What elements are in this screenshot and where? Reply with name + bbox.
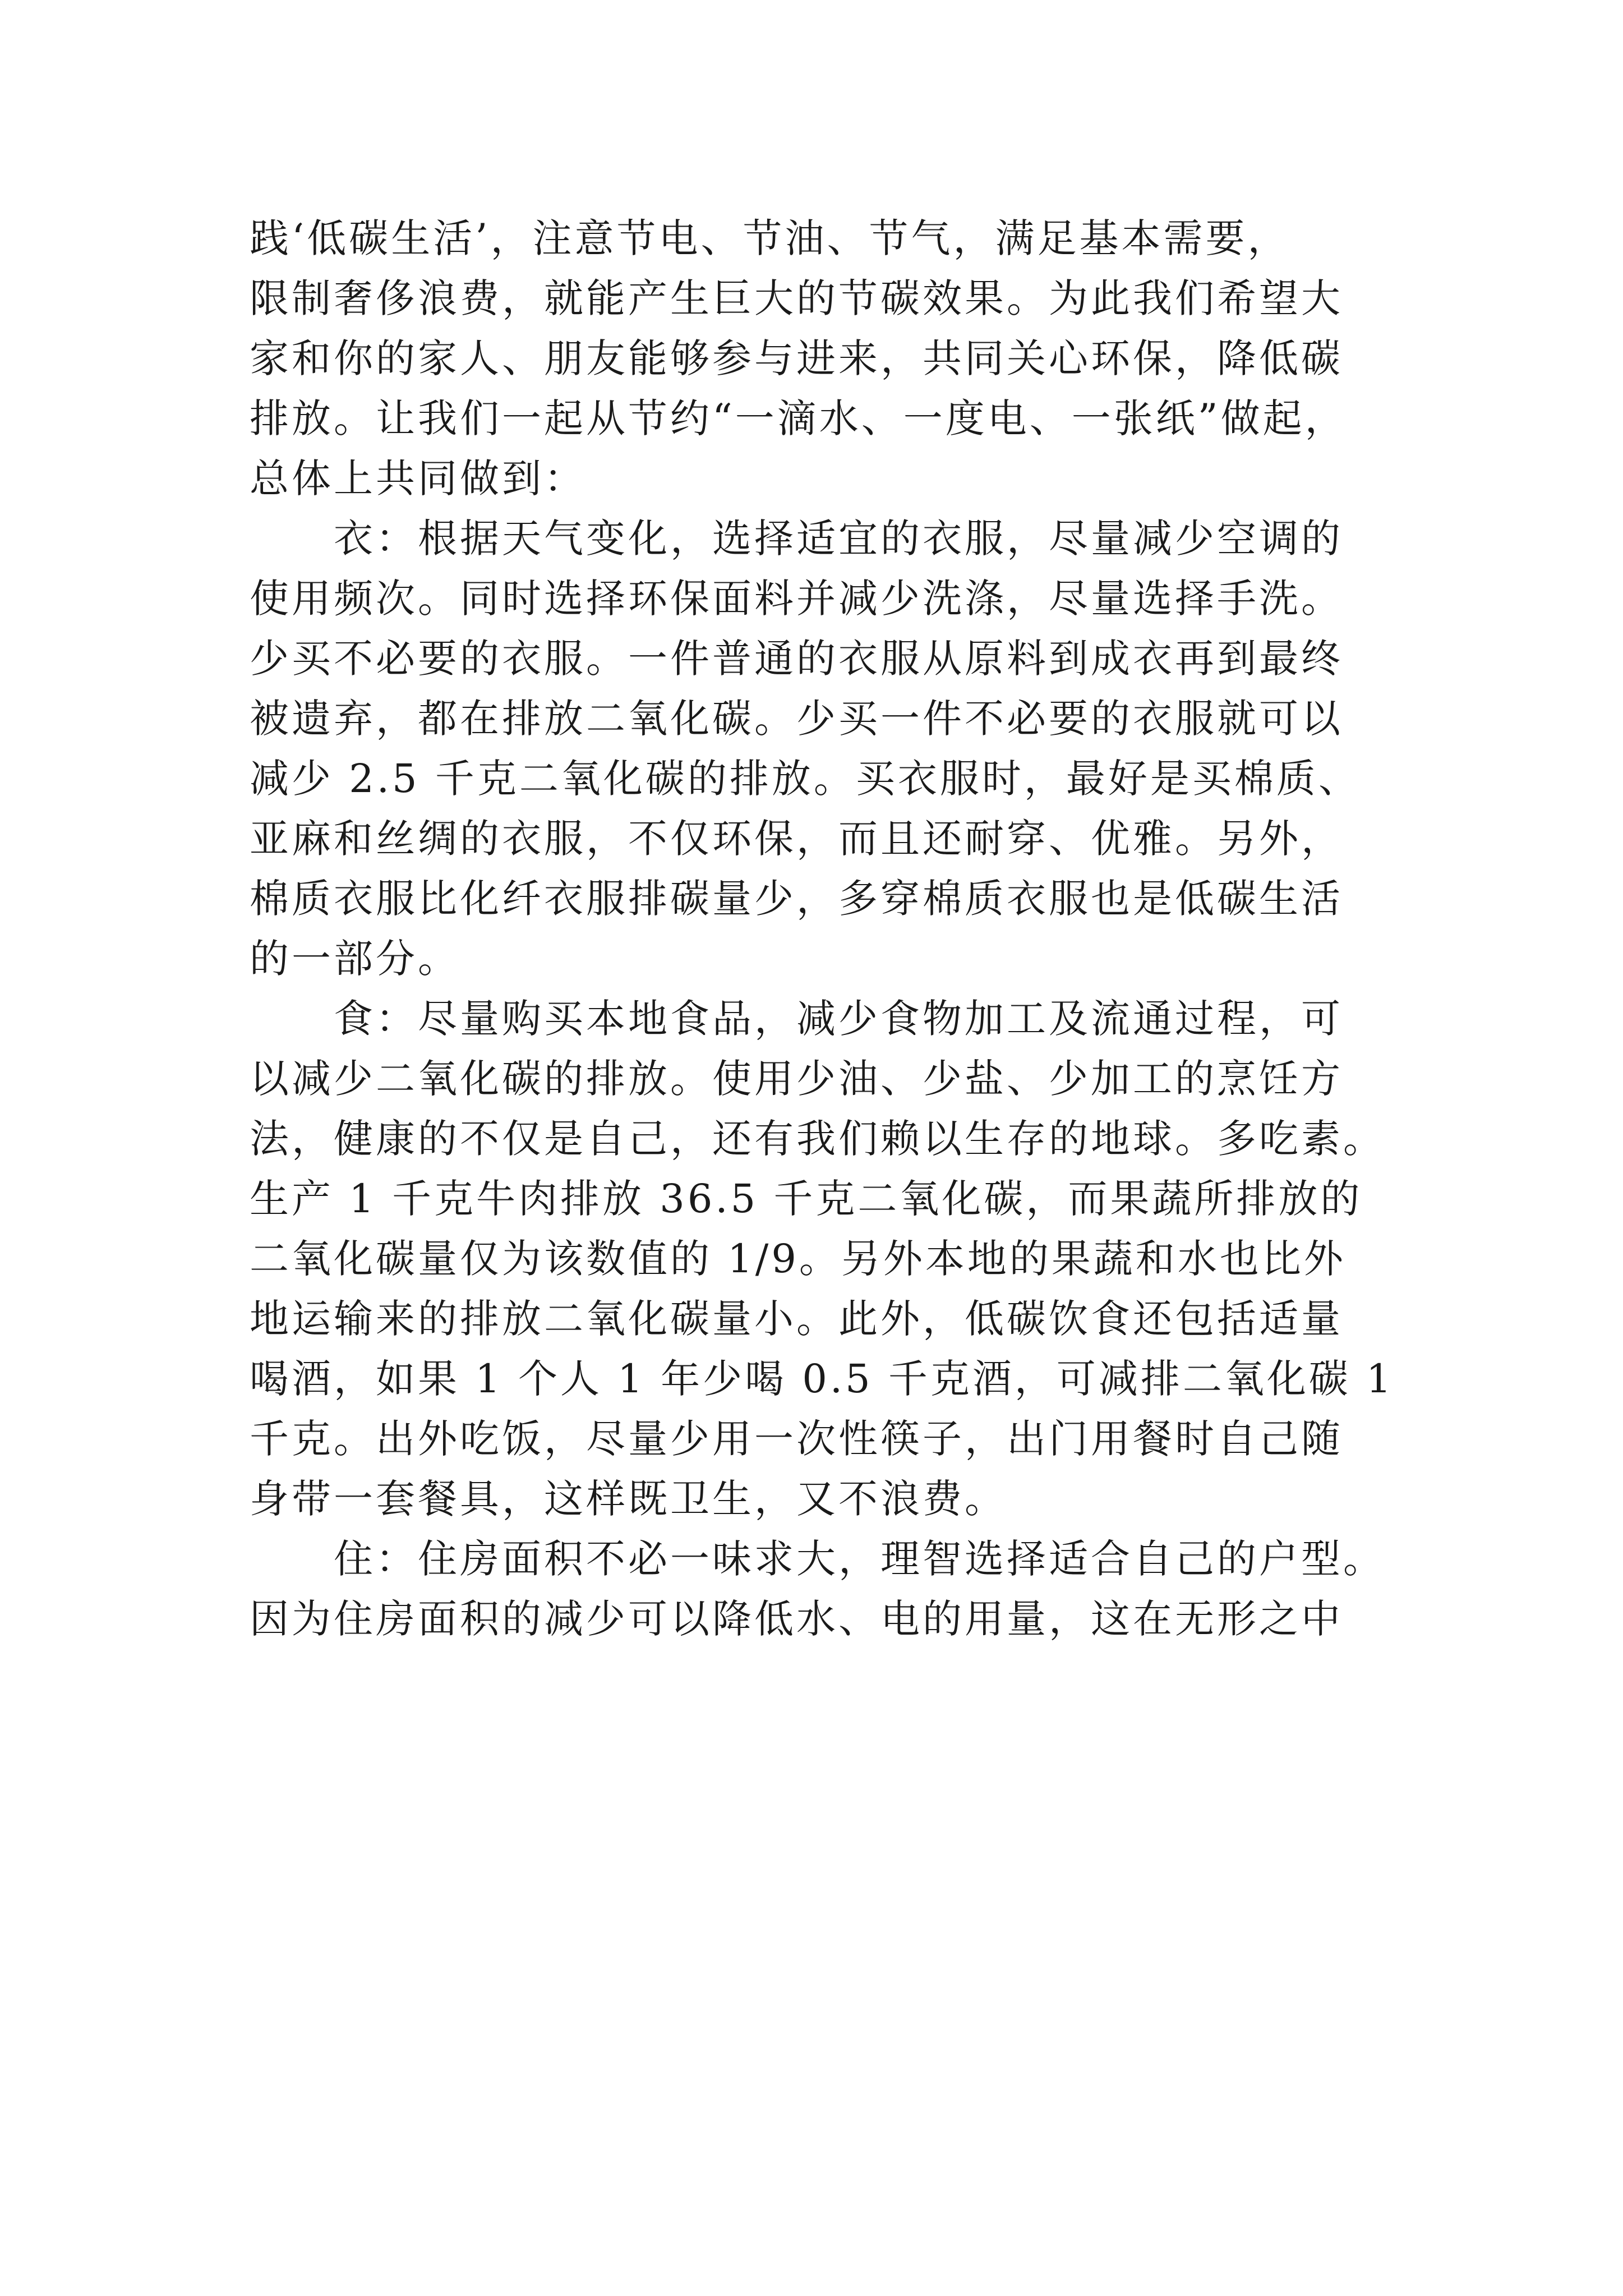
- text-line: 的一部分。: [250, 936, 460, 982]
- text-line: 身带一套餐具，这样既卫生，又不浪费。: [250, 1476, 1007, 1522]
- text-line: 二氧化碳量仅为该数值的 1/9。另外本地的果蔬和水也比外: [250, 1236, 1346, 1282]
- text-line: 总体上共同做到：: [250, 455, 586, 501]
- text-line: 被遗弃，都在排放二氧化碳。少买一件不必要的衣服就可以: [250, 696, 1343, 742]
- text-line: 少买不必要的衣服。一件普通的衣服从原料到成衣再到最终: [250, 636, 1343, 682]
- text-line: 地运输来的排放二氧化碳量小。此外，低碳饮食还包括适量: [250, 1296, 1343, 1342]
- text-line: 减少 2.5 千克二氧化碳的排放。买衣服时，最好是买棉质、: [250, 756, 1361, 802]
- text-line: 法，健康的不仅是自己，还有我们赖以生存的地球。多吃素。: [250, 1116, 1385, 1162]
- text-line: 践‘低碳生活’，注意节电、节油、节气，满足基本需要，: [250, 215, 1290, 261]
- document-body: [250, 209, 1394, 1649]
- text-line: 生产 1 千克牛肉排放 36.5 千克二氧化碳，而果蔬所排放的: [250, 1176, 1363, 1222]
- paragraph-food-first-line: 食：尽量购买本地食品，减少食物加工及流通过程，可: [250, 996, 1343, 1042]
- text-line: 亚麻和丝绸的衣服，不仅环保，而且还耐穿、优雅。另外，: [250, 816, 1343, 862]
- text-line: 喝酒，如果 1 个人 1 年少喝 0.5 千克酒，可减排二氧化碳 1: [250, 1356, 1394, 1402]
- text-line: 使用频次。同时选择环保面料并减少洗涤，尽量选择手洗。: [250, 576, 1343, 622]
- paragraph-clothing-first-line: 衣：根据天气变化，选择适宜的衣服，尽量减少空调的: [250, 516, 1343, 562]
- text-line: 棉质衣服比化纤衣服排碳量少，多穿棉质衣服也是低碳生活: [250, 876, 1343, 922]
- text-line: 千克。出外吃饭，尽量少用一次性筷子，出门用餐时自己随: [250, 1416, 1343, 1462]
- paragraph-housing-first-line: 住：住房面积不必一味求大，理智选择适合自己的户型。: [250, 1536, 1385, 1582]
- text-line: 排放。让我们一起从节约“一滴水、一度电、一张纸”做起，: [250, 395, 1347, 441]
- text-line: 因为住房面积的减少可以降低水、电的用量，这在无形之中: [250, 1596, 1343, 1642]
- text-line: 限制奢侈浪费，就能产生巨大的节碳效果。为此我们希望大: [250, 275, 1343, 321]
- text-line: 家和你的家人、朋友能够参与进来，共同关心环保，降低碳: [250, 335, 1343, 381]
- text-line: 以减少二氧化碳的排放。使用少油、少盐、少加工的烹饪方: [250, 1056, 1343, 1102]
